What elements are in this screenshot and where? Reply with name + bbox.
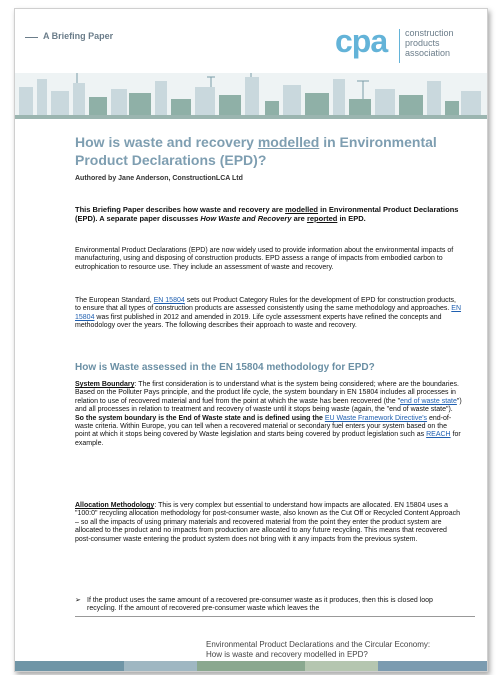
system-boundary-label: System Boundary: [75, 381, 135, 388]
footer-rule: [75, 616, 475, 617]
end-of-waste-link[interactable]: end of waste state: [400, 397, 457, 405]
logo-word-products: products: [405, 38, 440, 48]
strip-segment: [15, 661, 124, 671]
epd-paragraph: Environmental Product Declarations (EPD) are now widely used to provide information about the environmental impacts of manufacturing, using and disposing of construction products. EPD assess a range of impacts from embodied carbon to eutrophication to resource use. They include an assessment of waste and recovery.: [75, 247, 454, 271]
logo-mark: cpa: [335, 23, 388, 59]
en15804-link[interactable]: EN 15804: [153, 297, 185, 304]
arrow-bullet-icon: ➢: [75, 597, 81, 604]
color-strip: [15, 661, 487, 671]
page-title: How is waste and recovery modelled in Environmental Product Declarations (EPD)?: [75, 134, 437, 168]
waste-framework-link[interactable]: EU Waste Framework Directive's: [324, 414, 428, 422]
system-boundary-paragraph: System Boundary: The first consideration is to understand what is the system being considered; where are the boundaries. Based on the Polluter Pays principle, and the product life cycle, the system boundary in EN 15804 includes all processes in relation to use of recovered material and fuel from the point at which the waste has been recovered (the "end of waste state") and all processes in relation to treatment and recovery of waste until it stops being waste (again, the "end of waste state"). So the system boundary is the End of Waste state and is defined using the EU Waste Framework Directive's end-of-waste criteria. Within Europe, you can tell when a recovered material or secondary fuel enters your system based on the point at which it stops being covered by Waste legislation and starts being covered by product legislation such as REACH for example.: [75, 381, 462, 447]
logo-word-association: association: [405, 48, 451, 58]
logo-words: [405, 28, 454, 58]
city-skyline-banner: [15, 73, 487, 119]
intro-paragraph: This Briefing Paper describes how waste and recovery are modelled in Environmental Product Declarations (EPD). A separate paper discusses How Waste and Recovery are reported in EPD.: [75, 205, 459, 223]
header-rule: [25, 37, 38, 38]
section-heading: How is Waste assessed in the EN 15804 methodology for EPD?: [75, 362, 375, 373]
strip-segment: [124, 661, 197, 671]
logo-divider: [399, 29, 400, 63]
allocation-label: Allocation Methodology: [75, 502, 155, 509]
briefing-page: [14, 8, 488, 672]
standard-paragraph: The European Standard, EN 15804 sets out Product Category Rules for the development of EPD for construction products, to ensure that all types of construction products are assessed consistently using the same methodology and approaches. EN 15804 was first published in 2012 and amended in 2019. Life cycle assessment experts have refined the concepts and methodology over the years. The following describes their approach to waste and recovery.: [75, 297, 462, 330]
strip-segment: [197, 661, 306, 671]
briefing-tag: A Briefing Paper: [43, 31, 114, 41]
logo-word-construction: construction: [405, 28, 454, 38]
en15804-link-2[interactable]: EN 15804: [75, 305, 462, 321]
author-line: Authored by Jane Anderson, ConstructionLCA Ltd: [75, 175, 243, 182]
allocation-paragraph: Allocation Methodology: This is very complex but essential to understand how impacts are allocated. EN 15804 uses a "100:0" recycling allocation methodology for post-consumer waste, also known as the Cut Off or Recycled Content Approach – so all the impacts of using primary materials and recovered material from the point they enter the product system are allocated to the product and no impacts from production are allocated to any future recycling. This means that recovered post-consumer waste entering the product system does not bring with it any impacts from the previous system.: [75, 502, 460, 543]
closed-loop-bullet: ➢ If the product uses the same amount of a recovered pre-consumer waste as it produces, then this is closed loop recycling. If the amount of recovered pre-consumer waste which leaves the: [75, 597, 433, 613]
footer-text: Environmental Product Declarations and the Circular Economy: How is waste and recovery modelled in EPD?: [206, 640, 431, 659]
reach-link[interactable]: REACH: [426, 431, 451, 439]
strip-segment: [378, 661, 487, 671]
title-emphasis: modelled: [257, 134, 320, 150]
strip-segment: [305, 661, 378, 671]
cpa-logo: [335, 21, 480, 65]
